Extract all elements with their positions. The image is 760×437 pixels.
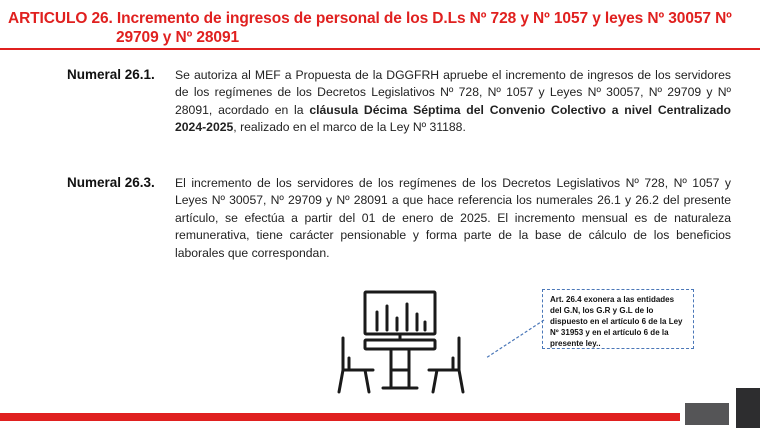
footer-gray-block	[685, 403, 729, 425]
article-title	[8, 9, 756, 47]
article-title-line2: 29709 y Nº 28091	[116, 29, 239, 46]
numeral-26-1-text-start: Se autoriza al MEF a Propuesta de la DGGFRH apruebe el incremento de ingresos de los servidores de los regímenes de los Decretos Legislativos Nº 728, Nº 1057 y Leyes Nº 30057, Nº 29709 y Nº 28091, acordado en la	[175, 68, 731, 117]
numeral-label-26-3: Numeral 26.3.	[67, 175, 155, 190]
meeting-table-chairs-chart-icon	[335, 288, 467, 398]
note-connector-line	[478, 318, 546, 362]
title-underline	[0, 48, 760, 50]
note-box	[542, 289, 694, 349]
note-text: Art. 26.4 exonera a las entidades del G.N, los G.R y G.L de lo dispuesto en el artículo 6 de la Ley Nº 31953 y en el artículo 6 de la presente ley..	[550, 295, 683, 348]
footer-red-bar	[0, 413, 680, 421]
numeral-26-1-bold-clause: cláusula Décima Séptima del Convenio Colectivo a nivel Centralizado 2024-2025	[175, 102, 731, 135]
numeral-label-26-1: Numeral 26.1.	[67, 67, 155, 82]
numeral-26-1-text-end: , realizado en el marco de la Ley Nº 31188.	[233, 120, 466, 135]
footer-dark-block	[736, 388, 760, 428]
numeral-text-26-1	[175, 67, 731, 137]
article-title-line1: ARTICULO 26. Incremento de ingresos de personal de los D.Ls Nº 728 y Nº 1057 y leyes Nº 30057 Nº	[8, 10, 732, 27]
numeral-text-26-3: El incremento de los servidores de los regímenes de los Decretos Legislativos Nº 728, Nº 1057 y Leyes Nº 30057, Nº 29709 y Nº 28091 a que hace referencia los numerales 26.1 y 26.2 del presente artículo, se efectúa a partir del 01 de enero de 2025. El incremento mensual es de naturaleza remunerativa, tiene carácter pensionable y forma parte de la base de cálculo de los beneficios laborales que correspondan.	[175, 176, 731, 260]
